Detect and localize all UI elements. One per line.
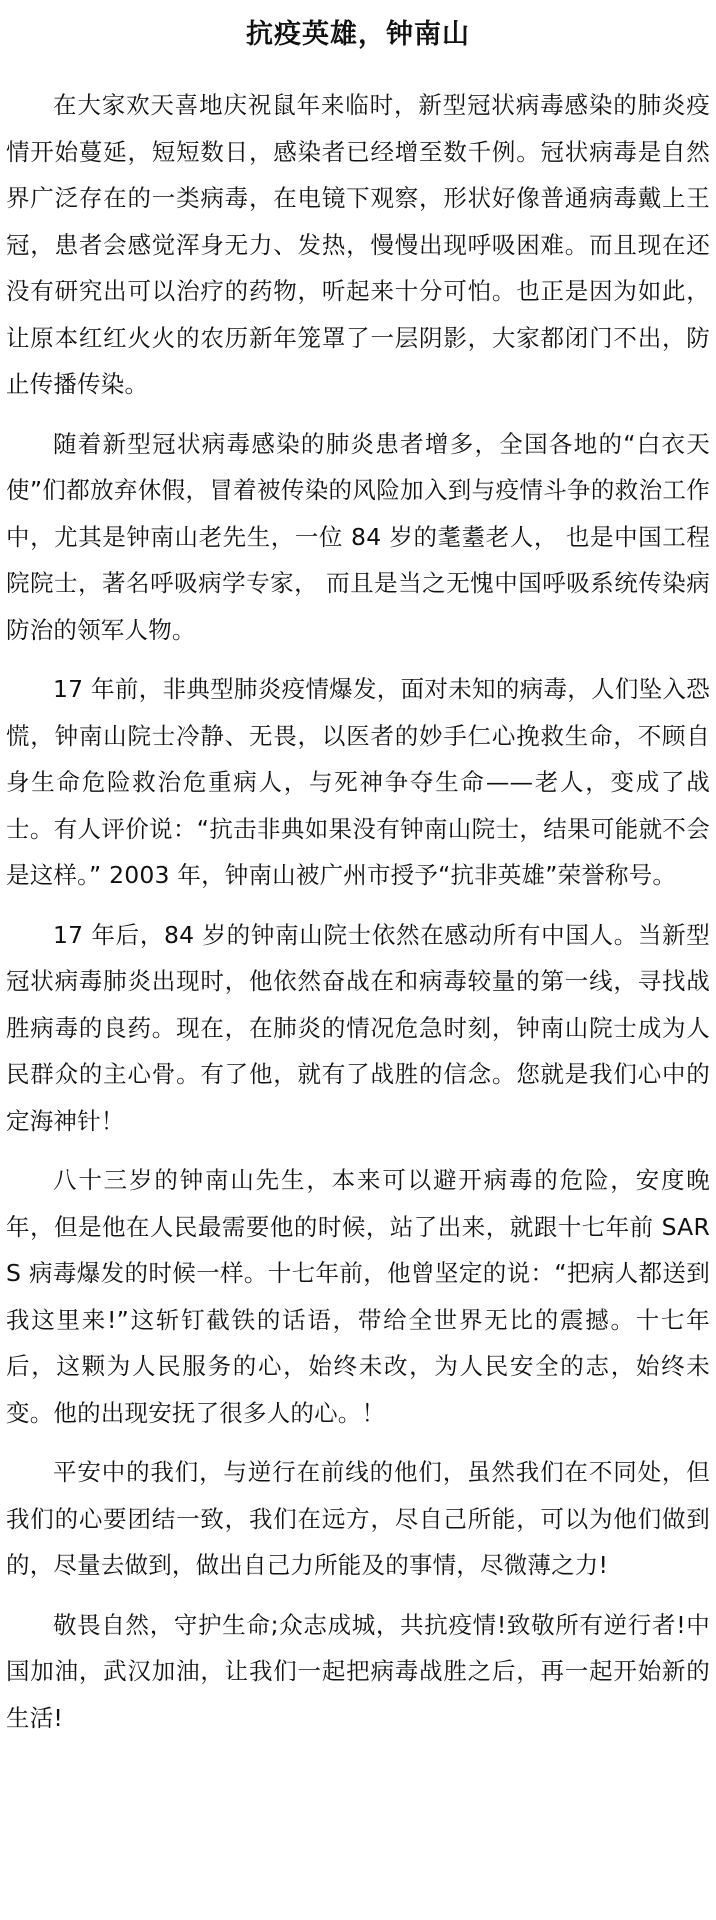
paragraph-3: 17 年前，非典型肺炎疫情爆发，面对未知的病毒，人们坠入恐慌，钟南山院士冷静、无畏，以医者的妙手仁心挽救生命，不顾自身生命危险救治危重病人，与死神争夺生命——老人，变成了战士。有人评价说：“抗击非典如果没有钟南山院士，结果可能就不会是这样。” 2003 年，钟南山被广州市授予“抗非英雄”荣誉称号。 xyxy=(6,675,710,889)
paragraph-5: 八十三岁的钟南山先生，本来可以避开病毒的危险，安度晚年，但是他在人民最需要他的时候，站了出来，就跟十七年前 SARS 病毒爆发的时候一样。十七年前，他曾坚定的说：“把病人都送到我这里来!”这斩钉截铁的话语，带给全世界无比的震撼。十七年后，这颗为人民服务的心，始终未改，为人民安全的志，始终未变。他的出现安抚了很多人的心。！ xyxy=(6,1166,710,1427)
paragraph-7: 敬畏自然，守护生命;众志成城，共抗疫情!致敬所有逆行者!中国加油，武汉加油，让我们一起把病毒战胜之后，再一起开始新的生活! xyxy=(6,1610,710,1732)
paragraph-2: 随着新型冠状病毒感染的肺炎患者增多，全国各地的“白衣天使”们都放弃休假，冒着被传染的风险加入到与疫情斗争的救治工作中，尤其是钟南山老先生，一位 84 岁的耄耋老人， 也是中国工程院院士，著名呼吸病学专家， 而且是当之无愧中国呼吸系统传染病防治的领军人物。 xyxy=(6,429,710,644)
article-body xyxy=(6,82,710,1741)
paragraph-1: 在大家欢天喜地庆祝鼠年来临时，新型冠状病毒感染的肺炎疫情开始蔓延，短短数日，感染者已经增至数千例。冠状病毒是自然界广泛存在的一类病毒，在电镜下观察，形状好像普通病毒戴上王冠，患者会感觉浑身无力、发热，慢慢出现呼吸困难。而且现在还没有研究出可以治疗的药物，听起来十分可怕。也正是因为如此，让原本红红火火的农历新年笼罩了一层阴影，大家都闭门不出，防止传播传染。 xyxy=(6,91,710,398)
paragraph-6: 平安中的我们，与逆行在前线的他们，虽然我们在不同处，但我们的心要团结一致，我们在远方，尽自己所能，可以为他们做到的，尽量去做到，做出自己力所能及的事情，尽微薄之力! xyxy=(6,1458,710,1579)
article-title: 抗疫英雄，钟南山 xyxy=(246,19,470,50)
paragraph-4: 17 年后，84 岁的钟南山院士依然在感动所有中国人。当新型冠状病毒肺炎出现时，他依然奋战在和病毒较量的第一线，寻找战胜病毒的良药。现在，在肺炎的情况危急时刻，钟南山院士成为人民群众的主心骨。有了他，就有了战胜的信念。您就是我们心中的定海神针！ xyxy=(6,920,710,1135)
